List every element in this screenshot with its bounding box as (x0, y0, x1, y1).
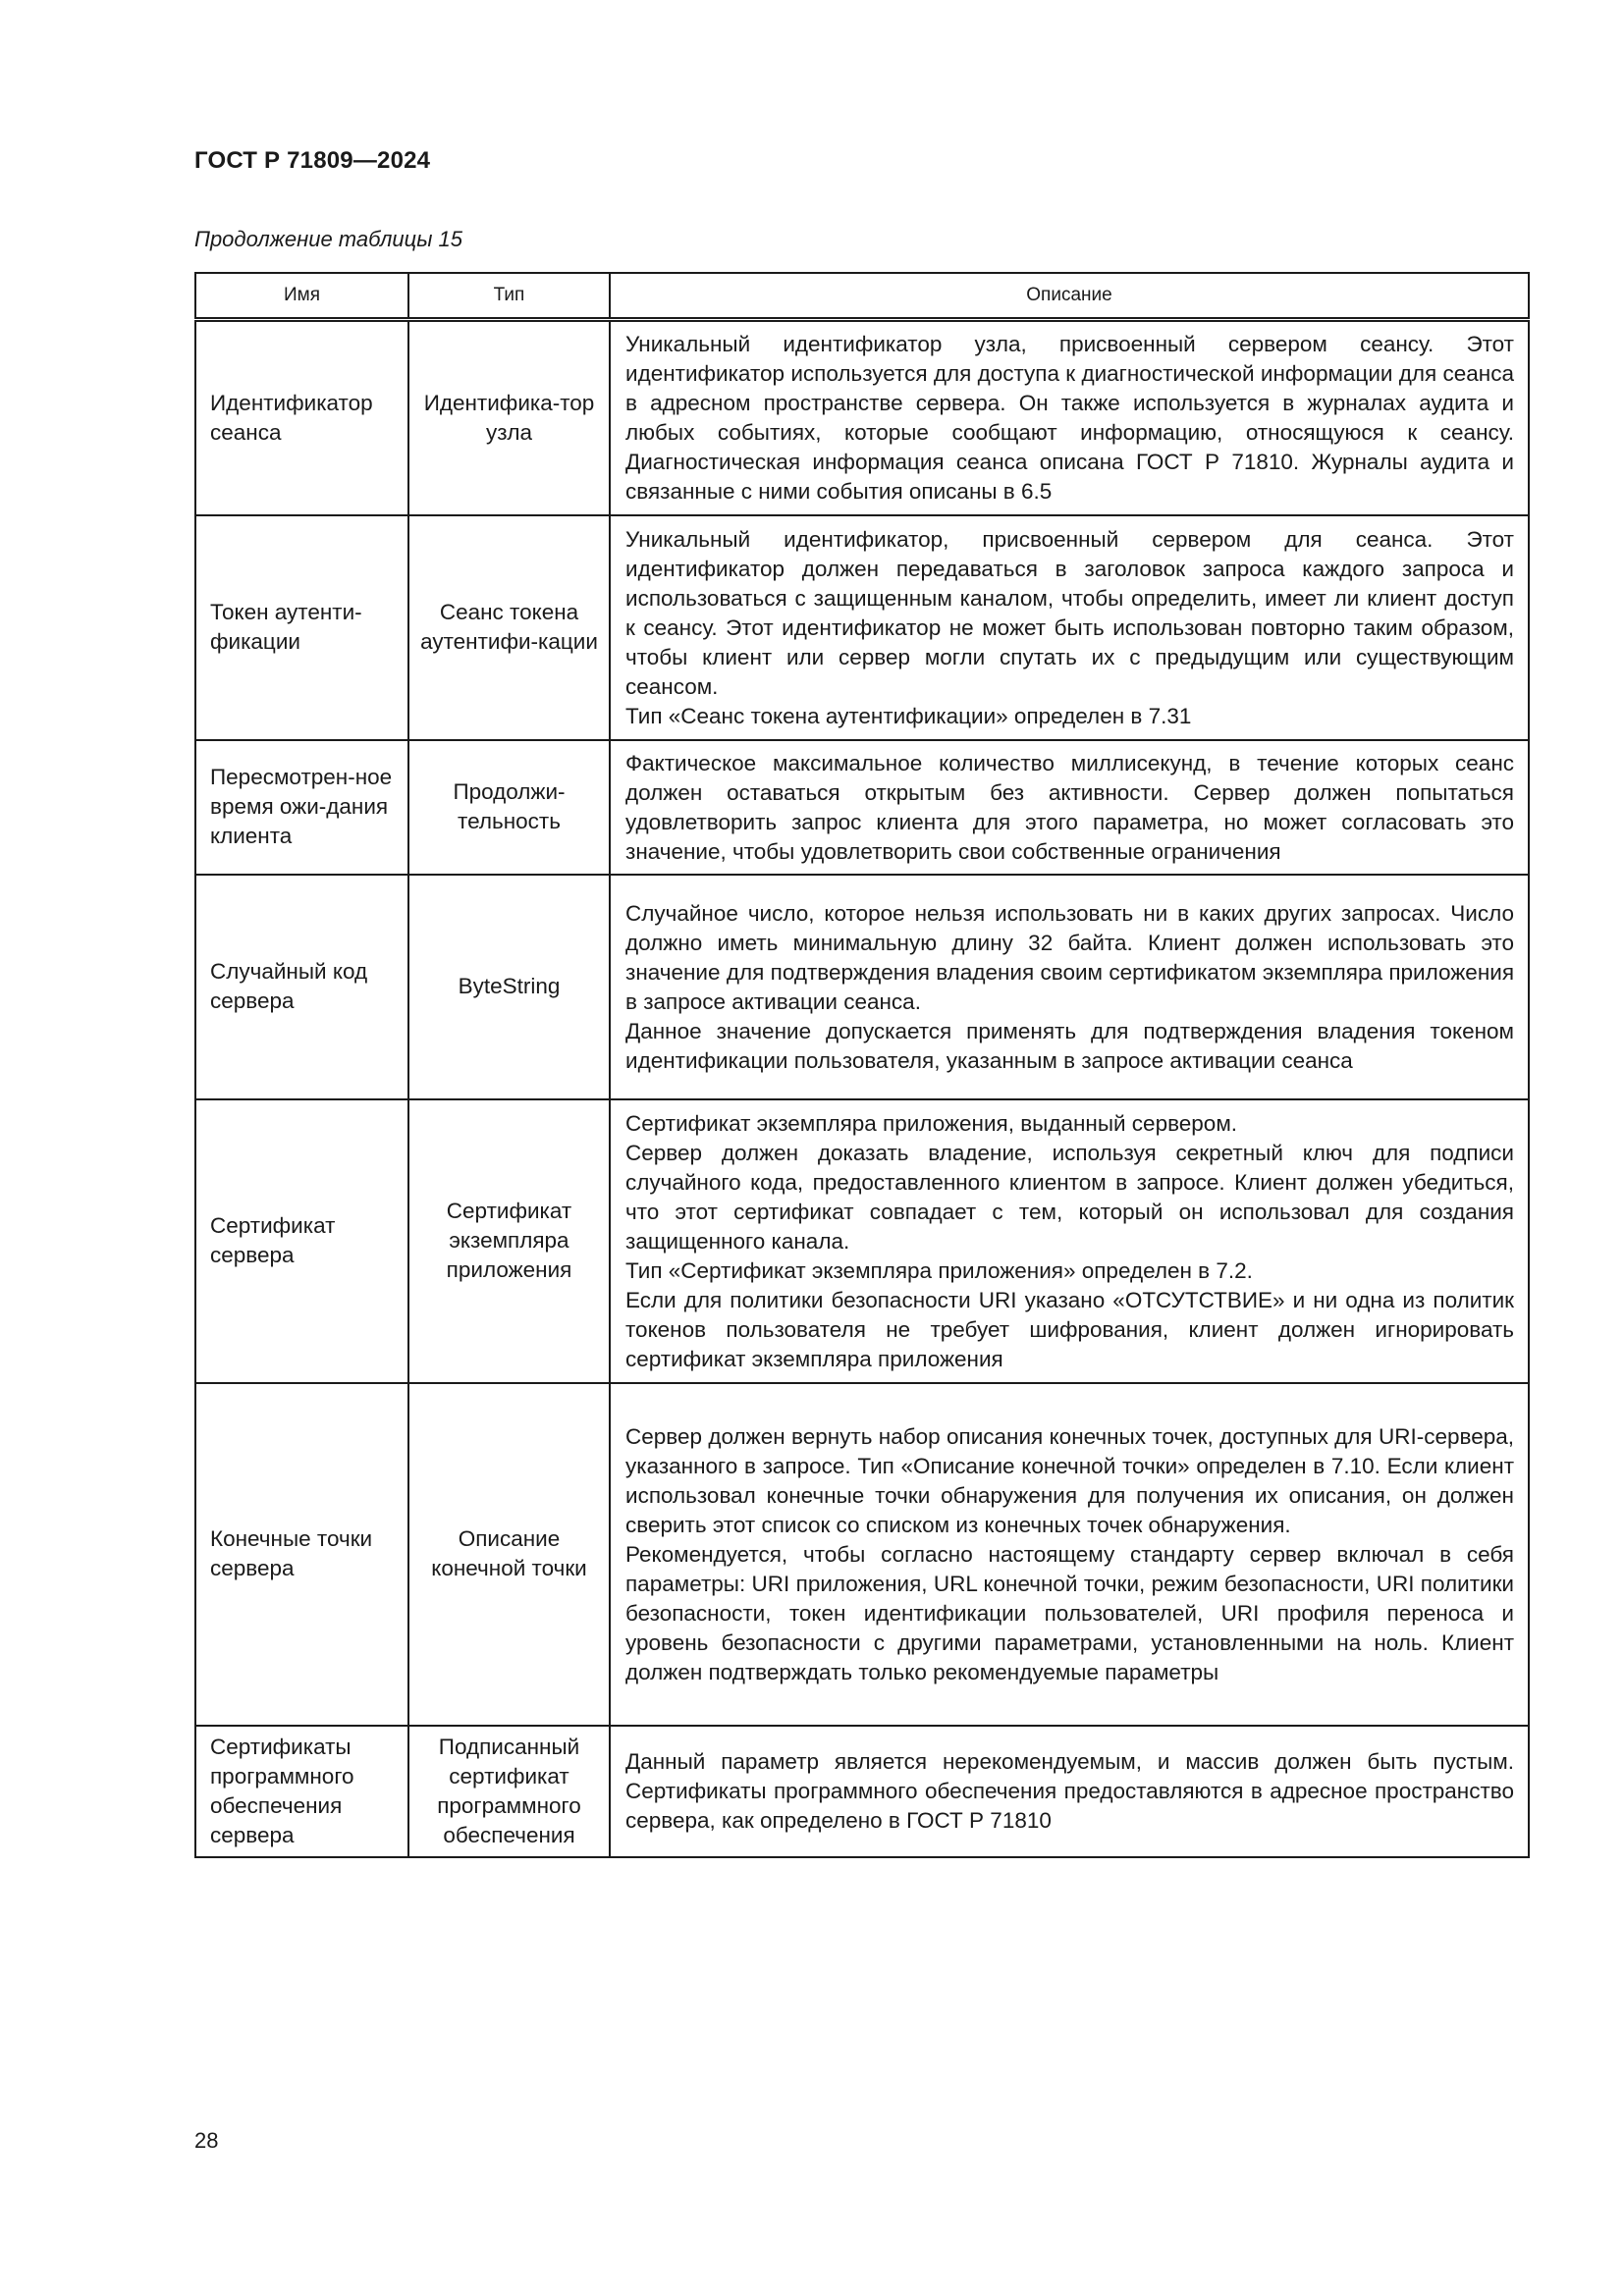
description-paragraph: Рекомендуется, чтобы согласно настоящему стандарту сервер включал в себя параметры: URI приложения, URL конечной точки, режим безопасности, URI политики безопасности, токен идентификации пользователей, URI профиля переноса и уровень безопасности с другими параметрами, установленными на ноль. Клиент должен подтверждать только рекомендуемые параметры (625, 1541, 1514, 1684)
description-paragraph: Уникальный идентификатор, присвоенный сервером для сеанса. Этот идентификатор должен передаваться в заголовок запроса каждого запроса и использоваться с защищенным каналом, чтобы определить, имеет ли клиент доступ к сеансу. Этот идентификатор не может быть использован повторно таким образом, чтобы клиент или сервер могли спутать их с предыдущим или существующим сеансом. (625, 526, 1514, 699)
document-standard-title: ГОСТ Р 71809—2024 (194, 147, 431, 174)
cell-description (610, 1383, 1529, 1726)
table-caption: Продолжение таблицы 15 (194, 227, 462, 251)
description-paragraph: Данное значение допускается применять для подтверждения владения токеном идентификации пользователя, указанным в запросе активации сеанса (625, 1018, 1514, 1073)
cell-name: Токен аутенти-фикации (195, 515, 408, 740)
cell-description (610, 1099, 1529, 1383)
description-paragraph: Случайное число, которое нельзя использовать ни в каких других запросах. Число должно иметь минимальную длину 32 байта. Клиент должен использовать это значение для подтверждения владения своим сертификатом экземпляра приложения в запросе активации сеанса. (625, 900, 1514, 1014)
cell-name: Случайный код сервера (195, 875, 408, 1099)
table-header-row (195, 273, 1529, 320)
cell-description (610, 875, 1529, 1099)
table-body (195, 320, 1529, 1857)
parameters-table (194, 272, 1530, 1858)
description-paragraph: Тип «Сертификат экземпляра приложения» определен в 7.2. (625, 1257, 1253, 1283)
description-paragraph: Фактическое максимальное количество миллисекунд, в течение которых сеанс должен оставаться открытым без активности. Сервер должен попытаться удовлетворить запрос клиента для этого параметра, но может согласовать это значение, чтобы удовлетворить свои собственные ограничения (625, 750, 1514, 864)
description-paragraph: Тип «Сеанс токена аутентификации» определен в 7.31 (625, 703, 1192, 728)
cell-type: Идентифика-тор узла (408, 320, 610, 515)
column-header-name: Имя (195, 273, 408, 320)
table-row (195, 1726, 1529, 1857)
description-paragraph: Сертификат экземпляра приложения, выданный сервером. (625, 1110, 1238, 1136)
column-header-type: Тип (408, 273, 610, 320)
cell-type: ByteString (408, 875, 610, 1099)
cell-description (610, 1726, 1529, 1857)
cell-name: Конечные точки сервера (195, 1383, 408, 1726)
table-row (195, 1383, 1529, 1726)
table-row (195, 515, 1529, 740)
description-paragraph: Данный параметр является нерекомендуемым, и массив должен быть пустым. Сертификаты программного обеспечения предоставляются в адресное пространство сервера, как определено в ГОСТ Р 71810 (625, 1749, 1514, 1833)
cell-type: Продолжи-тельность (408, 740, 610, 875)
cell-description (610, 320, 1529, 515)
description-paragraph: Сервер должен доказать владение, используя секретный ключ для подписи случайного кода, предоставленного клиентом в запросе. Клиент должен убедиться, что этот сертификат совпадает с тем, который он использовал для создания защищенного канала. (625, 1140, 1514, 1254)
cell-name: Идентификатор сеанса (195, 320, 408, 515)
cell-type: Сеанс токена аутентифи-кации (408, 515, 610, 740)
table-row (195, 740, 1529, 875)
description-paragraph: Если для политики безопасности URI указано «ОТСУТСТВИЕ» и ни одна из политик токенов пользователя не требует шифрования, клиент должен игнорировать сертификат экземпляра приложения (625, 1287, 1514, 1371)
cell-description (610, 740, 1529, 875)
page-number: 28 (194, 2128, 219, 2153)
column-header-description: Описание (610, 273, 1529, 320)
table-row (195, 875, 1529, 1099)
cell-name: Сертификат сервера (195, 1099, 408, 1383)
cell-name: Сертификаты программного обеспечения сервера (195, 1726, 408, 1857)
cell-type: Сертификат экземпляра приложения (408, 1099, 610, 1383)
table-row (195, 320, 1529, 515)
cell-description (610, 515, 1529, 740)
table-row (195, 1099, 1529, 1383)
cell-type: Подписанный сертификат программного обеспечения (408, 1726, 610, 1857)
cell-type: Описание конечной точки (408, 1383, 610, 1726)
description-paragraph: Сервер должен вернуть набор описания конечных точек, доступных для URI-сервера, указанного в запросе. Тип «Описание конечной точки» определен в 7.10. Если клиент использовал конечные точки обнаружения для получения их описания, он должен сверить этот список со списком из конечных точек обнаружения. (625, 1423, 1514, 1537)
description-paragraph: Уникальный идентификатор узла, присвоенный сервером сеансу. Этот идентификатор используется для доступа к диагностической информации для сеанса в адресном пространстве сервера. Он также используется в журналах аудита и любых событиях, которые сообщают информацию, относящуюся к сеансу. Диагностическая информация сеанса описана ГОСТ Р 71810. Журналы аудита и связанные с ними события описаны в 6.5 (625, 332, 1514, 505)
cell-name: Пересмотрен-ное время ожи-дания клиента (195, 740, 408, 875)
